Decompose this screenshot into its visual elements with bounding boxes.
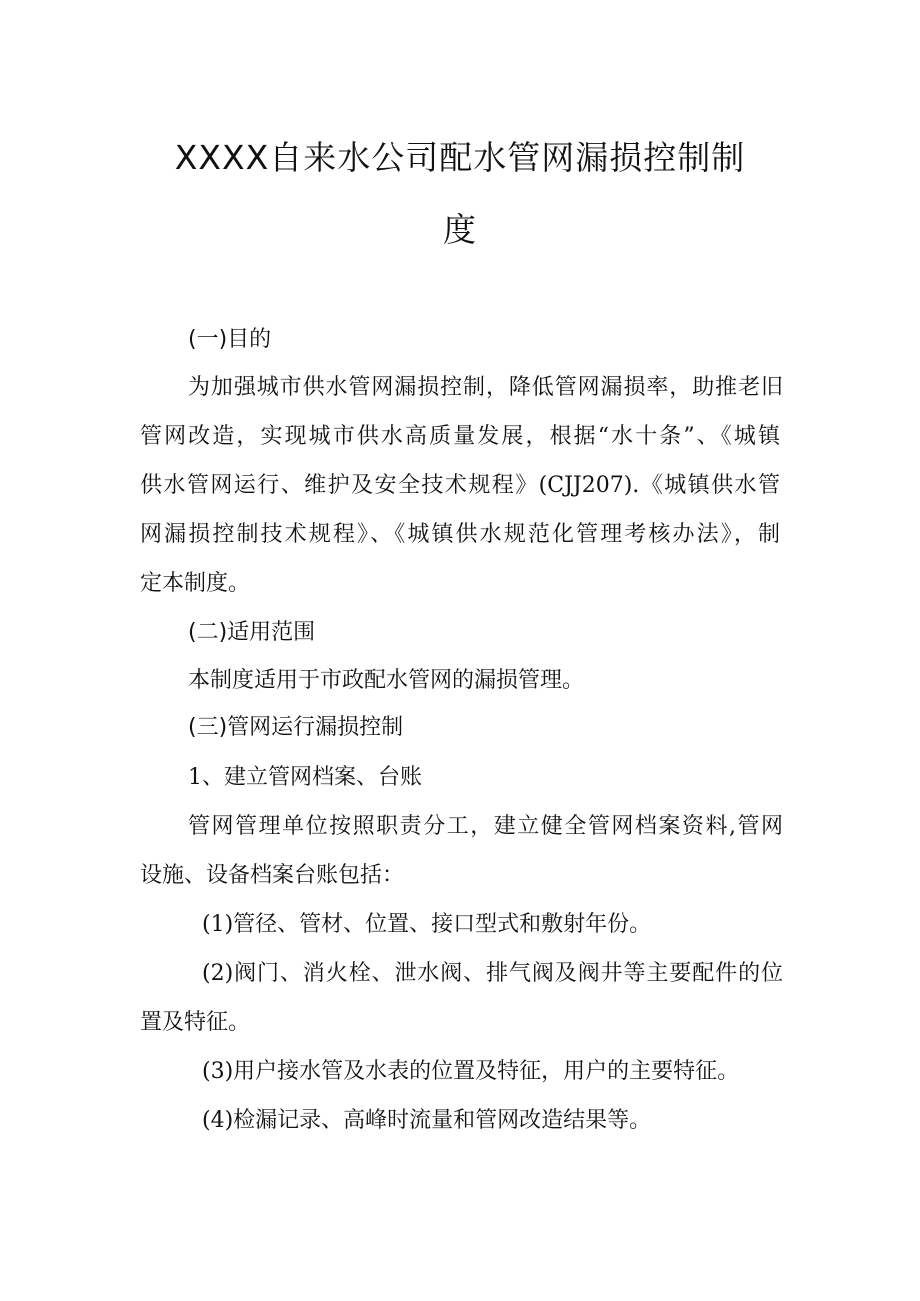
subsection-heading: 1、建立管网档案、台账: [188, 765, 422, 790]
paragraph-line: 管网管理单位按照职责分工，建立健全管网档案资料,管网: [188, 814, 783, 839]
section-heading-purpose: (一)目的: [188, 327, 272, 352]
section-heading-scope: (二)适用范围: [188, 620, 316, 645]
paragraph-line: 网漏损控制技术规程》、《城镇供水规范化管理考核办法》，制: [140, 522, 780, 547]
paragraph-line: 为加强城市供水管网漏损控制，降低管网漏损率，助推老旧: [188, 375, 783, 400]
paragraph-line: 供水管网运行、维护及安全技术规程》(CJJ207).《城镇供水管: [140, 473, 780, 498]
paragraph-line: 本制度适用于市政配水管网的漏损管理。: [188, 668, 585, 693]
list-item: (1)管径、管材、位置、接口型式和敷射年份。: [202, 912, 652, 937]
list-item: (4)检漏记录、高峰时流量和管网改造结果等。: [202, 1108, 652, 1133]
paragraph-line: 定本制度。: [140, 571, 251, 596]
list-item: (3)用户接水管及水表的位置及特征，用户的主要特征。: [202, 1059, 740, 1084]
paragraph-line: 管网改造，实现城市供水高质量发展，根据“水十条”、《城镇: [140, 424, 780, 449]
list-item: (2)阀门、消火栓、泄水阀、排气阀及阀井等主要配件的位: [202, 961, 783, 986]
list-item-continuation: 置及特征。: [140, 1010, 251, 1035]
section-heading-leakage-control: (三)管网运行漏损控制: [188, 715, 404, 740]
paragraph-line: 设施、设备档案台账包括：: [140, 863, 405, 888]
document-title-line-1: XXXX自来水公司配水管网漏损控制制: [174, 138, 746, 177]
document-title-line-2: 度: [443, 210, 477, 249]
